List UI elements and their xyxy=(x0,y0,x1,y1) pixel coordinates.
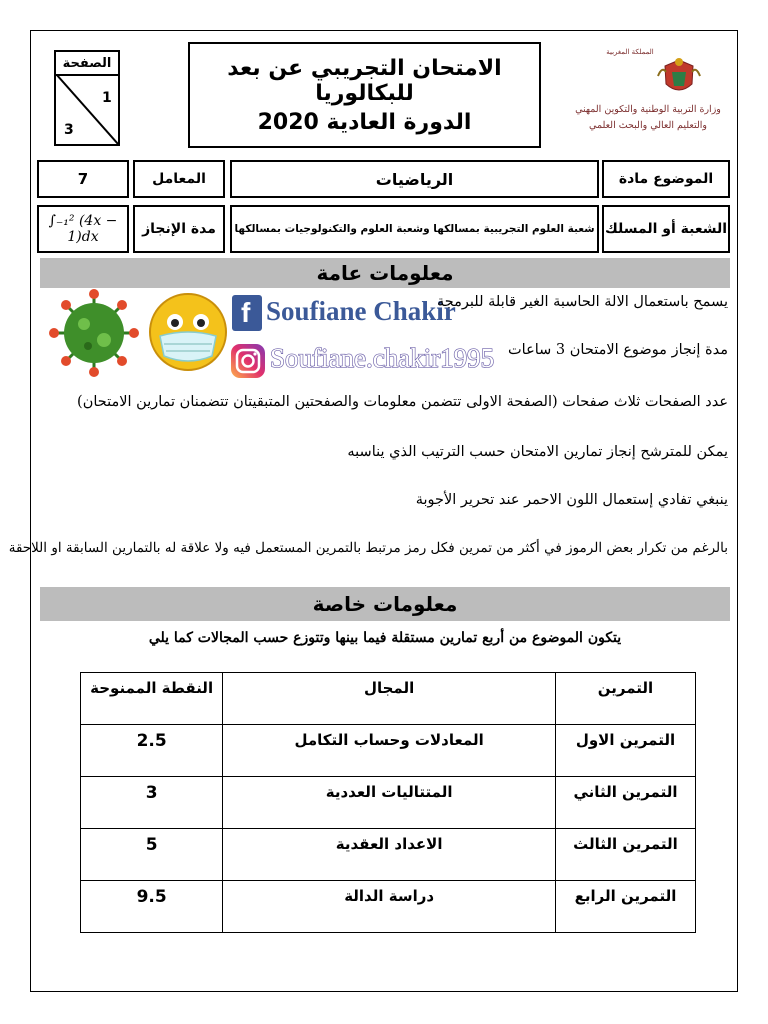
exercise-cell: التمرين الثالث xyxy=(555,829,695,881)
domain-cell: دراسة الدالة xyxy=(223,881,556,933)
page-current: 1 xyxy=(102,90,112,106)
exercise-cell: التمرين الثاني xyxy=(555,777,695,829)
general-info-line-4: يمكن للمترشح إنجاز تمارين الامتحان حسب الترتيب الذي يناسبه xyxy=(347,444,728,460)
facebook-icon: f xyxy=(241,297,251,328)
facebook-name: Soufiane Chakir xyxy=(266,296,456,326)
subject-value: الرياضيات xyxy=(230,160,599,198)
column-header-points: النقطة الممنوحة xyxy=(81,673,223,725)
domain-cell: المعادلات وحساب التكامل xyxy=(223,725,556,777)
ministry-name-1: وزارة التربية الوطنية والتكوين المهني xyxy=(575,104,721,115)
page-number-box xyxy=(54,50,120,146)
table-row xyxy=(81,829,696,881)
points-cell: 5 xyxy=(81,829,223,881)
special-info-banner: معلومات خاصة xyxy=(40,587,730,621)
subject-label: الموضوع مادة xyxy=(602,160,730,198)
domain-cell: المتتاليات العددية xyxy=(223,777,556,829)
duration-label: مدة الإنجاز xyxy=(133,205,225,253)
points-cell: 2.5 xyxy=(81,725,223,777)
general-info-line-5: ينبغي تفادي إستعمال اللون الاحمر عند تحرير الأجوبة xyxy=(415,492,728,508)
points-cell: 3 xyxy=(81,777,223,829)
ministry-logo xyxy=(560,44,736,152)
general-info-line-6: بالرغم من تكرار بعض الرموز في أكثر من تمرين فكل رمز مرتبط بالتمرين المستعمل فيه ولا علاقة له بالتمارين السابقة او اللاحقة xyxy=(8,540,728,556)
page-label: الصفحة xyxy=(56,52,118,76)
exercise-cell: التمرين الاول xyxy=(555,725,695,777)
coef-label: المعامل xyxy=(133,160,225,198)
duration-value: ∫₋₁² (4x − 1)dx xyxy=(37,205,129,253)
coef-value: 7 xyxy=(37,160,129,198)
table-row xyxy=(81,725,696,777)
general-info-banner: معلومات عامة xyxy=(40,258,730,288)
table-row xyxy=(81,777,696,829)
domain-cell: الاعداد العقدية xyxy=(223,829,556,881)
table-header-row xyxy=(81,673,696,725)
special-info-intro: يتكون الموضوع من أربع تمارين مستقلة فيما بينها وتتوزع حسب المجالات كما يلي xyxy=(148,630,622,646)
virus-icon xyxy=(48,288,140,378)
ministry-name-2: والتعليم العالي والبحث العلمي xyxy=(589,120,707,131)
coat-of-arms-icon xyxy=(656,56,702,100)
general-info-line-1: يسمح باستعمال الالة الحاسبة الغير قابلة للبرمجة xyxy=(437,294,728,310)
instagram-icon xyxy=(230,343,266,379)
facebook-badge xyxy=(232,295,262,331)
ministry-kingdom: المملكة المغربية xyxy=(606,48,654,56)
mask-emoji-icon xyxy=(146,290,230,374)
branch-value: شعبة العلوم التجريبية بمسالكها وشعبة العلوم والتكنولوجيات بمسالكها xyxy=(230,205,599,253)
page-total: 3 xyxy=(64,122,74,138)
exercise-cell: التمرين الرابع xyxy=(555,881,695,933)
exercise-allocation-table xyxy=(80,672,696,933)
exam-title: الامتحان التجريبي عن بعد للبكالوريا xyxy=(227,55,502,106)
exam-title-box xyxy=(188,42,541,148)
column-header-exercise: التمرين xyxy=(555,673,695,725)
column-header-domain: المجال xyxy=(223,673,556,725)
instagram-name: Soufiane.chakir1995 xyxy=(270,343,495,373)
exam-session: الدورة العادية 2020 xyxy=(257,109,472,135)
general-info-line-3: عدد الصفحات ثلاث صفحات (الصفحة الاولى تتضمن معلومات والصفحتين المتبقيتان تتضمنان تمارين الامتحان) xyxy=(77,394,728,410)
branch-label: الشعبة أو المسلك xyxy=(602,205,730,253)
points-cell: 9.5 xyxy=(81,881,223,933)
table-row xyxy=(81,881,696,933)
general-info-line-2: مدة إنجاز موضوع الامتحان 3 ساعات xyxy=(508,342,728,358)
